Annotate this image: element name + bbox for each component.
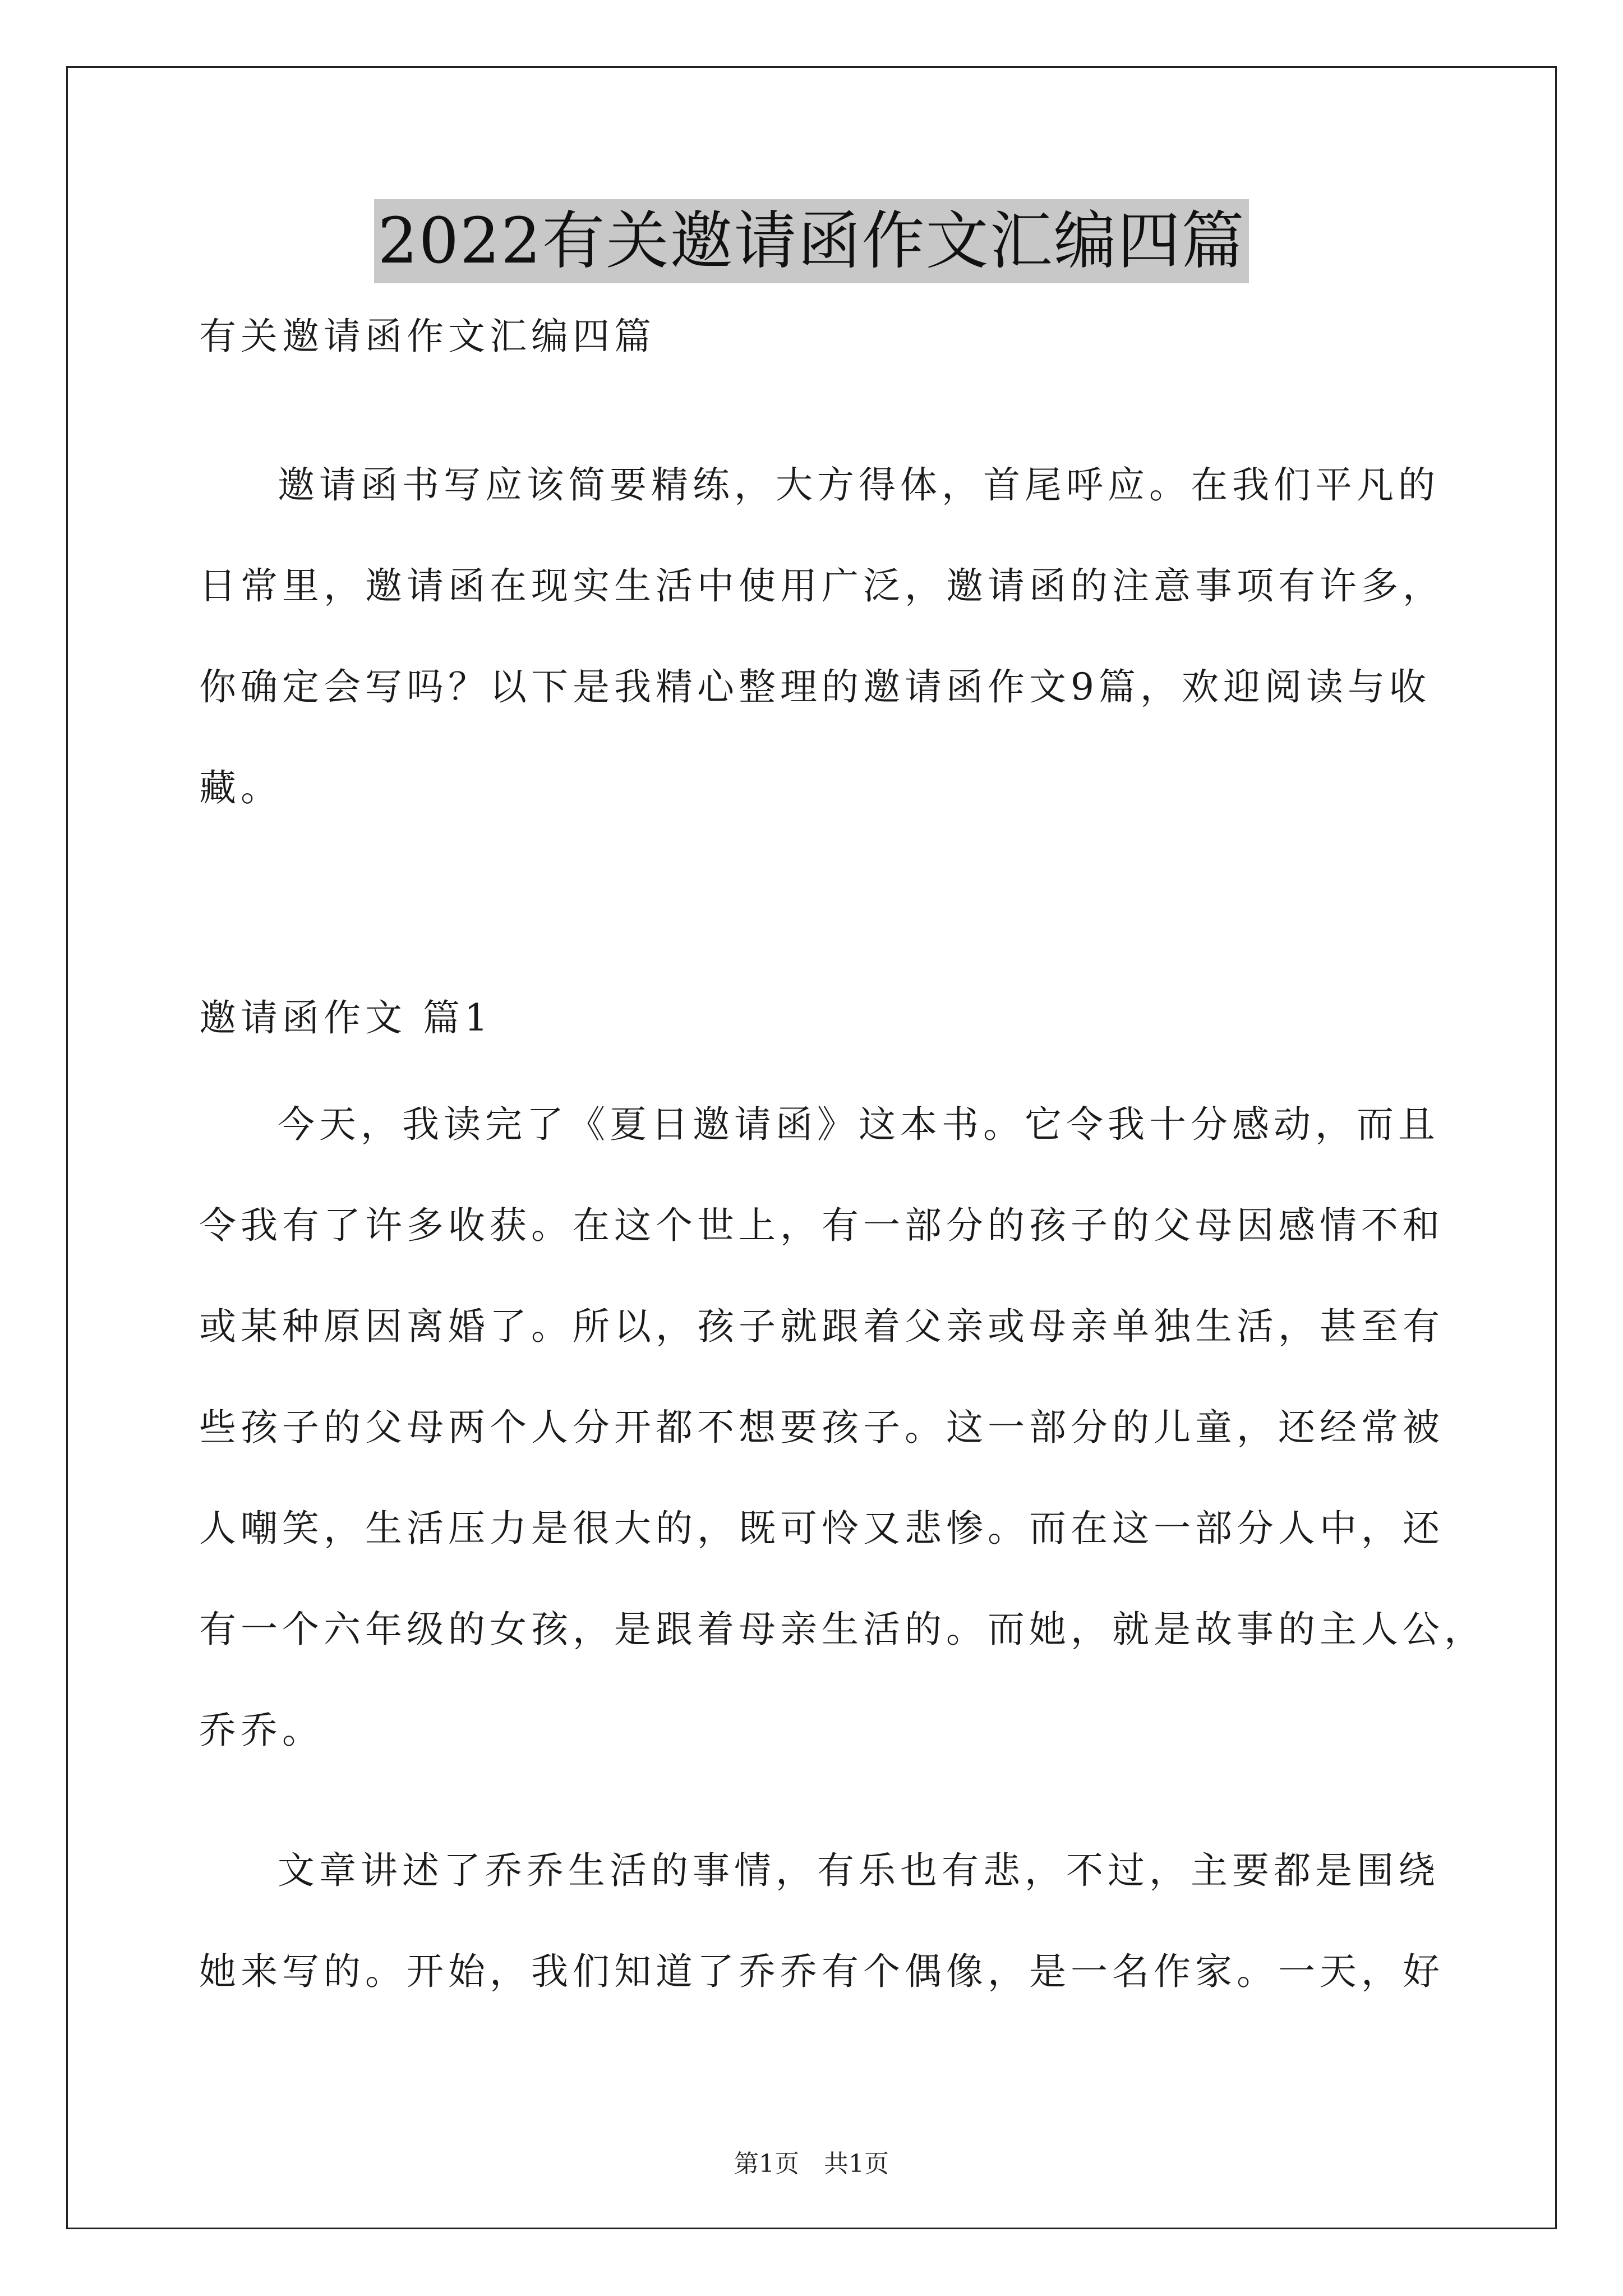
document-title: 2022有关邀请函作文汇编四篇 bbox=[374, 199, 1248, 283]
section-line-4: 些孩子的父母两个人分开都不想要孩子。这一部分的儿童，还经常被 bbox=[199, 1406, 1444, 1449]
intro-line-3: 你确定会写吗？以下是我精心整理的邀请函作文9篇，欢迎阅读与收 bbox=[199, 665, 1431, 708]
document-subtitle: 有关邀请函作文汇编四篇 bbox=[199, 315, 656, 358]
intro-line-4: 藏。 bbox=[199, 766, 282, 809]
intro-line-1: 邀请函书写应该简要精练，大方得体，首尾呼应。在我们平凡的 bbox=[278, 463, 1440, 507]
section-line-9: 她来写的。开始，我们知道了乔乔有个偶像，是一名作家。一天，好 bbox=[199, 1950, 1444, 1993]
section-line-8: 文章讲述了乔乔生活的事情，有乐也有悲，不过，主要都是围绕 bbox=[278, 1849, 1440, 1892]
section-line-5: 人嘲笑，生活压力是很大的，既可怜又悲惨。而在这一部分人中，还 bbox=[199, 1507, 1444, 1550]
section-heading: 邀请函作文 篇1 bbox=[199, 996, 492, 1039]
section-line-1: 今天，我读完了《夏日邀请函》这本书。它令我十分感动，而且 bbox=[278, 1103, 1440, 1146]
section-line-7: 乔乔。 bbox=[199, 1709, 324, 1752]
intro-line-2: 日常里，邀请函在现实生活中使用广泛，邀请函的注意事项有许多， bbox=[199, 564, 1444, 608]
section-line-6: 有一个六年级的女孩，是跟着母亲生活的。而她，就是故事的主人公， bbox=[199, 1608, 1486, 1651]
page-number-footer: 第1页 共1页 bbox=[734, 2150, 889, 2178]
section-line-3: 或某种原因离婚了。所以，孩子就跟着父亲或母亲单独生活，甚至有 bbox=[199, 1305, 1444, 1348]
section-line-2: 令我有了许多收获。在这个世上，有一部分的孩子的父母因感情不和 bbox=[199, 1204, 1444, 1247]
title-container bbox=[0, 199, 1623, 283]
